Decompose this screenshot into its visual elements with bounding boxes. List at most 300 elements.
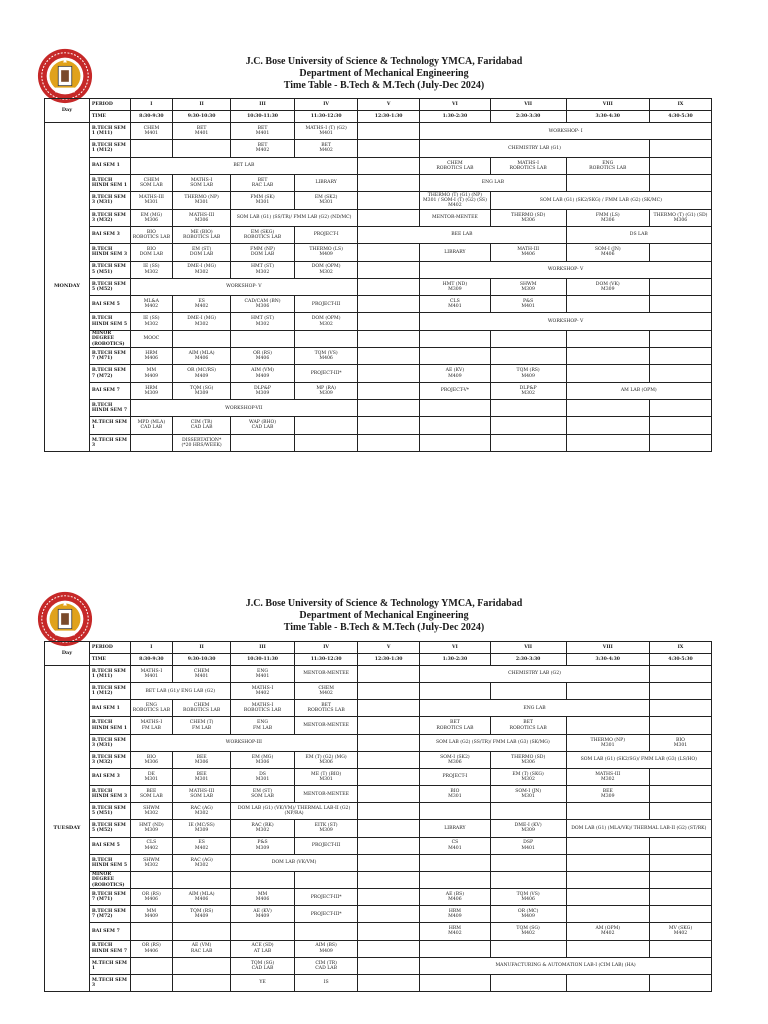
timetable-cell: PROJECT-V* [420, 382, 491, 399]
timetable-cell: AIM (MLA) M406 [173, 889, 231, 906]
timetable-cell: DOM LAB (VK/VM) [230, 854, 357, 871]
class-label: B.TECH SEM 3 (M31) [89, 192, 130, 209]
timetable-cell: IE (SS) M302 [130, 261, 173, 278]
timetable-cell: AE (KV) M409 [230, 906, 294, 923]
timetable-cell: BET ROBOTICS LAB [420, 717, 491, 734]
timetable-cell: FMM (LS) M306 [566, 209, 649, 226]
day-label: MONDAY [45, 123, 90, 452]
table-row [45, 434, 712, 451]
timetable-cell: HMT (ST) M302 [230, 313, 294, 330]
timetable-cell: EM (T) (G2) (MG) M306 [295, 751, 358, 768]
timetable-cell [358, 140, 420, 157]
timetable-cell [358, 974, 420, 991]
timetable-cell: ENG ROBOTICS LAB [566, 157, 649, 174]
time-header: 11:30-12:30 [295, 654, 358, 666]
period-header: I [130, 642, 173, 654]
timetable-cell [566, 803, 649, 820]
timetable-cell: TQM (RS) M409 [490, 365, 566, 382]
timetable-cell: ES M402 [173, 837, 231, 854]
time-header: 10:30-11:30 [230, 654, 294, 666]
timetable-cell: PROJECT-III [295, 296, 358, 313]
table-row [45, 974, 712, 991]
timetable-cell: THERMO (T) (G1) (NP) M301 / SOM-I (T) (G2) (SS) M402 [420, 192, 491, 209]
timetable-cell [358, 683, 420, 700]
timetable-cell: AIM (BS) M409 [295, 940, 358, 957]
timetable-cell [420, 400, 491, 417]
timetable-cell [130, 957, 173, 974]
timetable-cell: AE (VM) RAC LAB [173, 940, 231, 957]
timetable-cell: THERMO (T) (G1) (SD) M306 [649, 209, 711, 226]
timetable-cell: AM LAB (OPM) [566, 382, 711, 399]
timetable-cell: MENTOR-MENTEE [295, 786, 358, 803]
timetable-cell: MATHS-I M402 [230, 683, 294, 700]
table-row [45, 417, 712, 434]
table-row [45, 734, 712, 751]
timetable-cell: BEE M301 [173, 768, 231, 785]
timetable-cell: CHEM M402 [295, 683, 358, 700]
timetable-cell: DME-I (MG) M302 [173, 313, 231, 330]
table-row [45, 365, 712, 382]
table-row [45, 889, 712, 906]
class-label: M.TECH SEM 3 [89, 434, 130, 451]
timetable-cell: FMM (SK) M301 [230, 192, 294, 209]
timetable-cell [490, 434, 566, 451]
timetable-cell: IE (MC/SS) M309 [173, 820, 231, 837]
period-header: II [173, 642, 231, 654]
table-row [45, 666, 712, 683]
timetable-cell [230, 923, 294, 940]
timetable-cell [230, 871, 294, 888]
timetable-cell: EM (ST) SOM LAB [230, 786, 294, 803]
timetable-cell: MENTOR-MENTEE [295, 666, 358, 683]
class-label: B.TECH HINDI SEM 1 [89, 174, 130, 191]
timetable-cell [173, 957, 231, 974]
timetable-cell [420, 330, 491, 347]
department-name: Department of Mechanical Engineering [299, 68, 469, 79]
timetable-cell: MANUFACTURING & AUTOMATION LAB-I (CIM LAB) (HA) [420, 957, 712, 974]
timetable-cell [358, 313, 420, 330]
timetable-cell: TQM (RS) M409 [173, 906, 231, 923]
timetable-cell: BEE M309 [566, 786, 649, 803]
day-header: Day [45, 99, 90, 123]
timetable-cell: EITK (ST) M309 [295, 820, 358, 837]
timetable-cell: BET LAB [130, 157, 358, 174]
timetable-cell [490, 871, 566, 888]
class-label: B.TECH HINDI SEM 5 [89, 854, 130, 871]
timetable-cell [649, 140, 711, 157]
class-label: B.TECH SEM 3 (M32) [89, 751, 130, 768]
timetable-cell [358, 174, 420, 191]
timetable-cell: MV (SKG) M402 [649, 923, 711, 940]
timetable-cell: CHEMISTRY LAB (G1) [420, 140, 650, 157]
class-label: BAI SEM 7 [89, 923, 130, 940]
timetable-grid [44, 641, 712, 992]
timetable-cell: PROJECT-III* [295, 889, 358, 906]
table-row [45, 854, 712, 871]
timetable-cell: THERMO (NP) M301 [173, 192, 231, 209]
timetable-cell [566, 330, 649, 347]
timetable-cell [566, 717, 649, 734]
timetable-cell: CS M401 [420, 837, 491, 854]
timetable-cell [649, 244, 711, 261]
timetable-cell: DE M301 [130, 768, 173, 785]
timetable-cell: MATHS-I M401 [130, 666, 173, 683]
timetable-cell: CHEM ROBOTICS LAB [420, 157, 491, 174]
table-row [45, 751, 712, 768]
timetable-cell: DME-I (MG) M302 [173, 261, 231, 278]
timetable-cell: ME (BIO) ROBOTICS LAB [173, 226, 231, 243]
timetable-cell [358, 296, 420, 313]
class-label: B.TECH SEM 5 (M51) [89, 261, 130, 278]
timetable-cell: CAD/CAM (BN) M306 [230, 296, 294, 313]
timetable-cell: SOM LAB (G1) (SK2/SKG) / FMM LAB (G2) (SK/MC) [490, 192, 711, 209]
timetable-cell [173, 974, 231, 991]
timetable-cell [358, 348, 420, 365]
timetable-cell: EM (MG) M306 [230, 751, 294, 768]
timetable-cell [358, 261, 420, 278]
timetable-cell: BET M401 [230, 123, 294, 140]
timetable-cell: DOM (OPM) M302 [295, 261, 358, 278]
table-row [45, 957, 712, 974]
timetable-cell: ENG LAB [420, 700, 650, 717]
timetable-cell: MATHS-I ROBOTICS LAB [490, 157, 566, 174]
table-row [45, 209, 712, 226]
period-header: PERIOD [89, 99, 130, 111]
table-row [45, 871, 712, 888]
timetable-cell [566, 365, 649, 382]
timetable-cell: DOM LAB (G1) (MLA/VK)/ THERMAL LAB-II (G2) (ST/RK) [566, 820, 711, 837]
period-header: VII [490, 642, 566, 654]
timetable-cell: BIO M301 [649, 734, 711, 751]
timetable-cell: YE [230, 974, 294, 991]
timetable-cell [566, 348, 649, 365]
timetable-cell [649, 786, 711, 803]
timetable-cell: CLS M401 [420, 296, 491, 313]
timetable-cell: THERMO (SD) M306 [490, 751, 566, 768]
timetable-cell [649, 434, 711, 451]
timetable-cell [130, 434, 173, 451]
timetable-cell: EM (MG) M306 [130, 209, 173, 226]
timetable-cell [358, 871, 420, 888]
timetable-cell: MATHS-III M306 [173, 209, 231, 226]
timetable-cell: TQM (SG) M402 [490, 923, 566, 940]
timetable-cell: WORKSHOP- V [420, 313, 712, 330]
timetable-cell: BIO M301 [420, 786, 491, 803]
timetable-cell: CHEM M401 [130, 123, 173, 140]
timetable-cell [173, 923, 231, 940]
timetable-cell [649, 278, 711, 295]
timetable-cell [420, 348, 491, 365]
timetable-cell [358, 854, 420, 871]
timetable-cell [358, 123, 420, 140]
timetable-cell: DLP&P M309 [230, 382, 294, 399]
table-row [45, 278, 712, 295]
timetable-cell [358, 786, 420, 803]
timetable-cell: IS [295, 974, 358, 991]
timetable-cell: BET ROBOTICS LAB [295, 700, 358, 717]
timetable-cell: BEE SOM LAB [130, 786, 173, 803]
class-label: B.TECH SEM 3 (M32) [89, 209, 130, 226]
timetable-cell [358, 244, 420, 261]
timetable-cell [490, 974, 566, 991]
period-header: VI [420, 642, 491, 654]
timetable-cell: HMT (ND) M309 [420, 278, 491, 295]
timetable-cell [358, 192, 420, 209]
timetable-cell: HRM M402 [420, 923, 491, 940]
class-label: M.TECH SEM 1 [89, 417, 130, 434]
timetable-cell [358, 330, 420, 347]
timetable-cell [420, 434, 491, 451]
timetable-cell [566, 906, 649, 923]
table-row [45, 768, 712, 785]
timetable-cell: AM (OPM) M402 [566, 923, 649, 940]
timetable-cell [649, 683, 711, 700]
timetable-cell: MOOC [130, 330, 173, 347]
timetable-cell: ME (T) (BIO) M301 [295, 768, 358, 785]
class-label: B.TECH HINDI SEM 3 [89, 786, 130, 803]
timetable-cell [649, 365, 711, 382]
time-header: 9:30-10:30 [173, 654, 231, 666]
time-header: 4:30-5:30 [649, 654, 711, 666]
timetable-cell [649, 174, 711, 191]
table-row [45, 174, 712, 191]
timetable-cell: ES M402 [173, 296, 231, 313]
table-row [45, 123, 712, 140]
timetable-cell: RAC (AG) M302 [173, 803, 231, 820]
class-label: B.TECH HINDI SEM 3 [89, 244, 130, 261]
timetable-cell [649, 157, 711, 174]
timetable-cell [566, 296, 649, 313]
timetable-cell [358, 889, 420, 906]
timetable-cell: LIBRARY [420, 820, 491, 837]
timetable-cell [566, 417, 649, 434]
timetable-cell: SOM-I (SK2) M306 [420, 751, 491, 768]
table-row [45, 192, 712, 209]
class-label: MINOR DEGREE (ROBOTICS) [89, 330, 130, 347]
class-label: BAI SEM 5 [89, 837, 130, 854]
period-header: IV [295, 99, 358, 111]
class-label: B.TECH SEM 7 (M72) [89, 906, 130, 923]
timetable-cell: RAC (RK) M302 [230, 820, 294, 837]
table-row [45, 683, 712, 700]
timetable-cell: IE (SS) M302 [130, 313, 173, 330]
time-header: TIME [89, 654, 130, 666]
timetable-cell [490, 683, 566, 700]
timetable-cell [295, 330, 358, 347]
timetable-cell [649, 717, 711, 734]
period-header: IV [295, 642, 358, 654]
timetable-cell [358, 434, 420, 451]
time-header: 3:30-4:30 [566, 654, 649, 666]
timetable-cell: HMT (ND) M309 [130, 820, 173, 837]
timetable-cell: CHEM M401 [173, 666, 231, 683]
table-row [45, 313, 712, 330]
time-header: 12:30-1:30 [358, 654, 420, 666]
timetable-cell [295, 417, 358, 434]
timetable-cell: SHWM M302 [130, 854, 173, 871]
class-label: M.TECH SEM 3 [89, 974, 130, 991]
university-name: J.C. Bose University of Science & Technology YMCA, Faridabad [245, 598, 523, 609]
timetable-cell: MATHS-I SOM LAB [173, 174, 231, 191]
timetable-cell [490, 417, 566, 434]
timetable-cell: BET LAB (G1)/ ENG LAB (G2) [130, 683, 230, 700]
timetable-cell [649, 906, 711, 923]
timetable-cell: MATHS-I (T) (G2) M401 [295, 123, 358, 140]
timetable-cell [420, 974, 491, 991]
timetable-cell [358, 734, 420, 751]
timetable-cell [295, 923, 358, 940]
timetable-cell: EM (ST) DOM LAB [173, 244, 231, 261]
timetable-cell: TQM (SG) M309 [173, 382, 231, 399]
timetable-cell: MATHS-III SOM LAB [173, 786, 231, 803]
timetable-cell [358, 382, 420, 399]
period-header: IX [649, 99, 711, 111]
class-label: B.TECH SEM 1 (M12) [89, 140, 130, 157]
period-header: II [173, 99, 231, 111]
class-label: B.TECH SEM 5 (M52) [89, 278, 130, 295]
timetable-title: Time Table - B.Tech & M.Tech (July-Dec 2024) [283, 622, 485, 633]
timetable-cell: MATHS-III M302 [566, 768, 649, 785]
timetable-cell: BET M402 [230, 140, 294, 157]
timetable-cell: HRM M309 [130, 382, 173, 399]
time-header: 1:30-2:30 [420, 654, 491, 666]
timetable-cell [358, 700, 420, 717]
timetable-cell: PROJECT-III* [295, 906, 358, 923]
timetable-cell: MM M406 [230, 889, 294, 906]
timetable-cell: BET M401 [173, 123, 231, 140]
timetable-cell: DOM (OPM) M302 [295, 313, 358, 330]
timetable-cell: WORKSHOP- V [130, 278, 358, 295]
timetable-cell: WORKSHOP- V [420, 261, 712, 278]
timetable-cell [566, 940, 649, 957]
class-label: BAI SEM 5 [89, 296, 130, 313]
timetable-cell: OR (MC/RS) M409 [173, 365, 231, 382]
timetable-cell [358, 666, 420, 683]
timetable-cell: ACE (SD) AT LAB [230, 940, 294, 957]
timetable-cell: AE (KV) M409 [420, 365, 491, 382]
class-label: B.TECH SEM 7 (M71) [89, 348, 130, 365]
table-row [45, 923, 712, 940]
table-row [45, 700, 712, 717]
period-header: VIII [566, 99, 649, 111]
time-header: 12:30-1:30 [358, 111, 420, 123]
timetable-cell [649, 330, 711, 347]
timetable-cell: OR (RS) M406 [130, 889, 173, 906]
timetable-cell: BIO DOM LAB [130, 244, 173, 261]
timetable-cell [566, 683, 649, 700]
class-label: BAI SEM 1 [89, 157, 130, 174]
time-header: 10:30-11:30 [230, 111, 294, 123]
time-header: 3:30-4:30 [566, 111, 649, 123]
timetable-cell: DSP M401 [490, 837, 566, 854]
timetable-cell [649, 889, 711, 906]
time-header: 1:30-2:30 [420, 111, 491, 123]
timetable-cell: CIM (TR) CAD LAB [295, 957, 358, 974]
timetable-cell [358, 768, 420, 785]
timetable-cell [358, 957, 420, 974]
table-row [45, 226, 712, 243]
timetable-cell [173, 140, 231, 157]
timetable-cell: HRM M409 [420, 906, 491, 923]
timetable-cell: WORKSHOP- I [420, 123, 712, 140]
timetable-cell: FMM (NP) DOM LAB [230, 244, 294, 261]
class-label: BAI SEM 3 [89, 226, 130, 243]
class-label: B.TECH HINDI SEM 1 [89, 717, 130, 734]
time-header: 2:30-3:30 [490, 654, 566, 666]
timetable-cell [649, 837, 711, 854]
period-header: I [130, 99, 173, 111]
timetable-cell: CIM (TR) CAD LAB [173, 417, 231, 434]
day-label: TUESDAY [45, 666, 90, 992]
timetable-cell [130, 140, 173, 157]
time-header: TIME [89, 111, 130, 123]
timetable-cell [358, 751, 420, 768]
table-row [45, 906, 712, 923]
timetable-cell: MM M409 [130, 365, 173, 382]
timetable-cell: CHEM SOM LAB [130, 174, 173, 191]
timetable-cell: THERMO (NP) M301 [566, 734, 649, 751]
timetable-cell: BIO ROBOTICS LAB [130, 226, 173, 243]
timetable-cell [566, 889, 649, 906]
timetable-cell: EM (SKG) ROBOTICS LAB [230, 226, 294, 243]
timetable-cell [649, 854, 711, 871]
table-row [45, 140, 712, 157]
timetable-cell [649, 803, 711, 820]
timetable-cell [566, 974, 649, 991]
table-row [45, 157, 712, 174]
timetable-cell: DOM LAB (G1) (VK/VM)/ THERMAL LAB-II (G2) (NP/RA) [230, 803, 357, 820]
timetable-cell: MP (RA) M309 [295, 382, 358, 399]
timetable-cell [358, 923, 420, 940]
timetable-grid [44, 98, 712, 452]
table-row [45, 400, 712, 417]
timetable-cell [230, 330, 294, 347]
class-label: B.TECH SEM 1 (M11) [89, 123, 130, 140]
timetable-cell: OR (RS) M406 [130, 940, 173, 957]
timetable-cell [566, 837, 649, 854]
class-label: B.TECH SEM 1 (M11) [89, 666, 130, 683]
timetable-cell [490, 348, 566, 365]
timetable-cell [173, 871, 231, 888]
timetable-cell: WAP (BHO) CAD LAB [230, 417, 294, 434]
timetable-cell [420, 417, 491, 434]
timetable-cell: BIO M306 [130, 751, 173, 768]
timetable-cell: ML&A M402 [130, 296, 173, 313]
timetable-cell: RAC (AG) M302 [173, 854, 231, 871]
timetable-cell [358, 417, 420, 434]
timetable-cell [420, 683, 491, 700]
class-label: MINOR DEGREE (ROBOTICS) [89, 871, 130, 888]
period-header: V [358, 99, 420, 111]
period-header: VI [420, 99, 491, 111]
timetable-cell [490, 854, 566, 871]
timetable-cell: PROJECT-I [420, 768, 491, 785]
class-label: B.TECH SEM 3 (M31) [89, 734, 130, 751]
timetable-cell: DS LAB [566, 226, 711, 243]
timetable-cell [230, 434, 294, 451]
class-label: B.TECH SEM 5 (M51) [89, 803, 130, 820]
timetable-cell [130, 974, 173, 991]
timetable-cell: BET RAC LAB [230, 174, 294, 191]
timetable-cell: CHEM (T) FM LAB [173, 717, 231, 734]
timetable-cell: MATHS-I ROBOTICS LAB [230, 700, 294, 717]
timetable-cell: DME-I (KV) M309 [490, 820, 566, 837]
timetable-cell [295, 434, 358, 451]
timetable-cell: THERMO (SD) M306 [490, 209, 566, 226]
time-header: 2:30-3:30 [490, 111, 566, 123]
timetable-cell: SHWM M309 [490, 278, 566, 295]
timetable-cell [130, 871, 173, 888]
